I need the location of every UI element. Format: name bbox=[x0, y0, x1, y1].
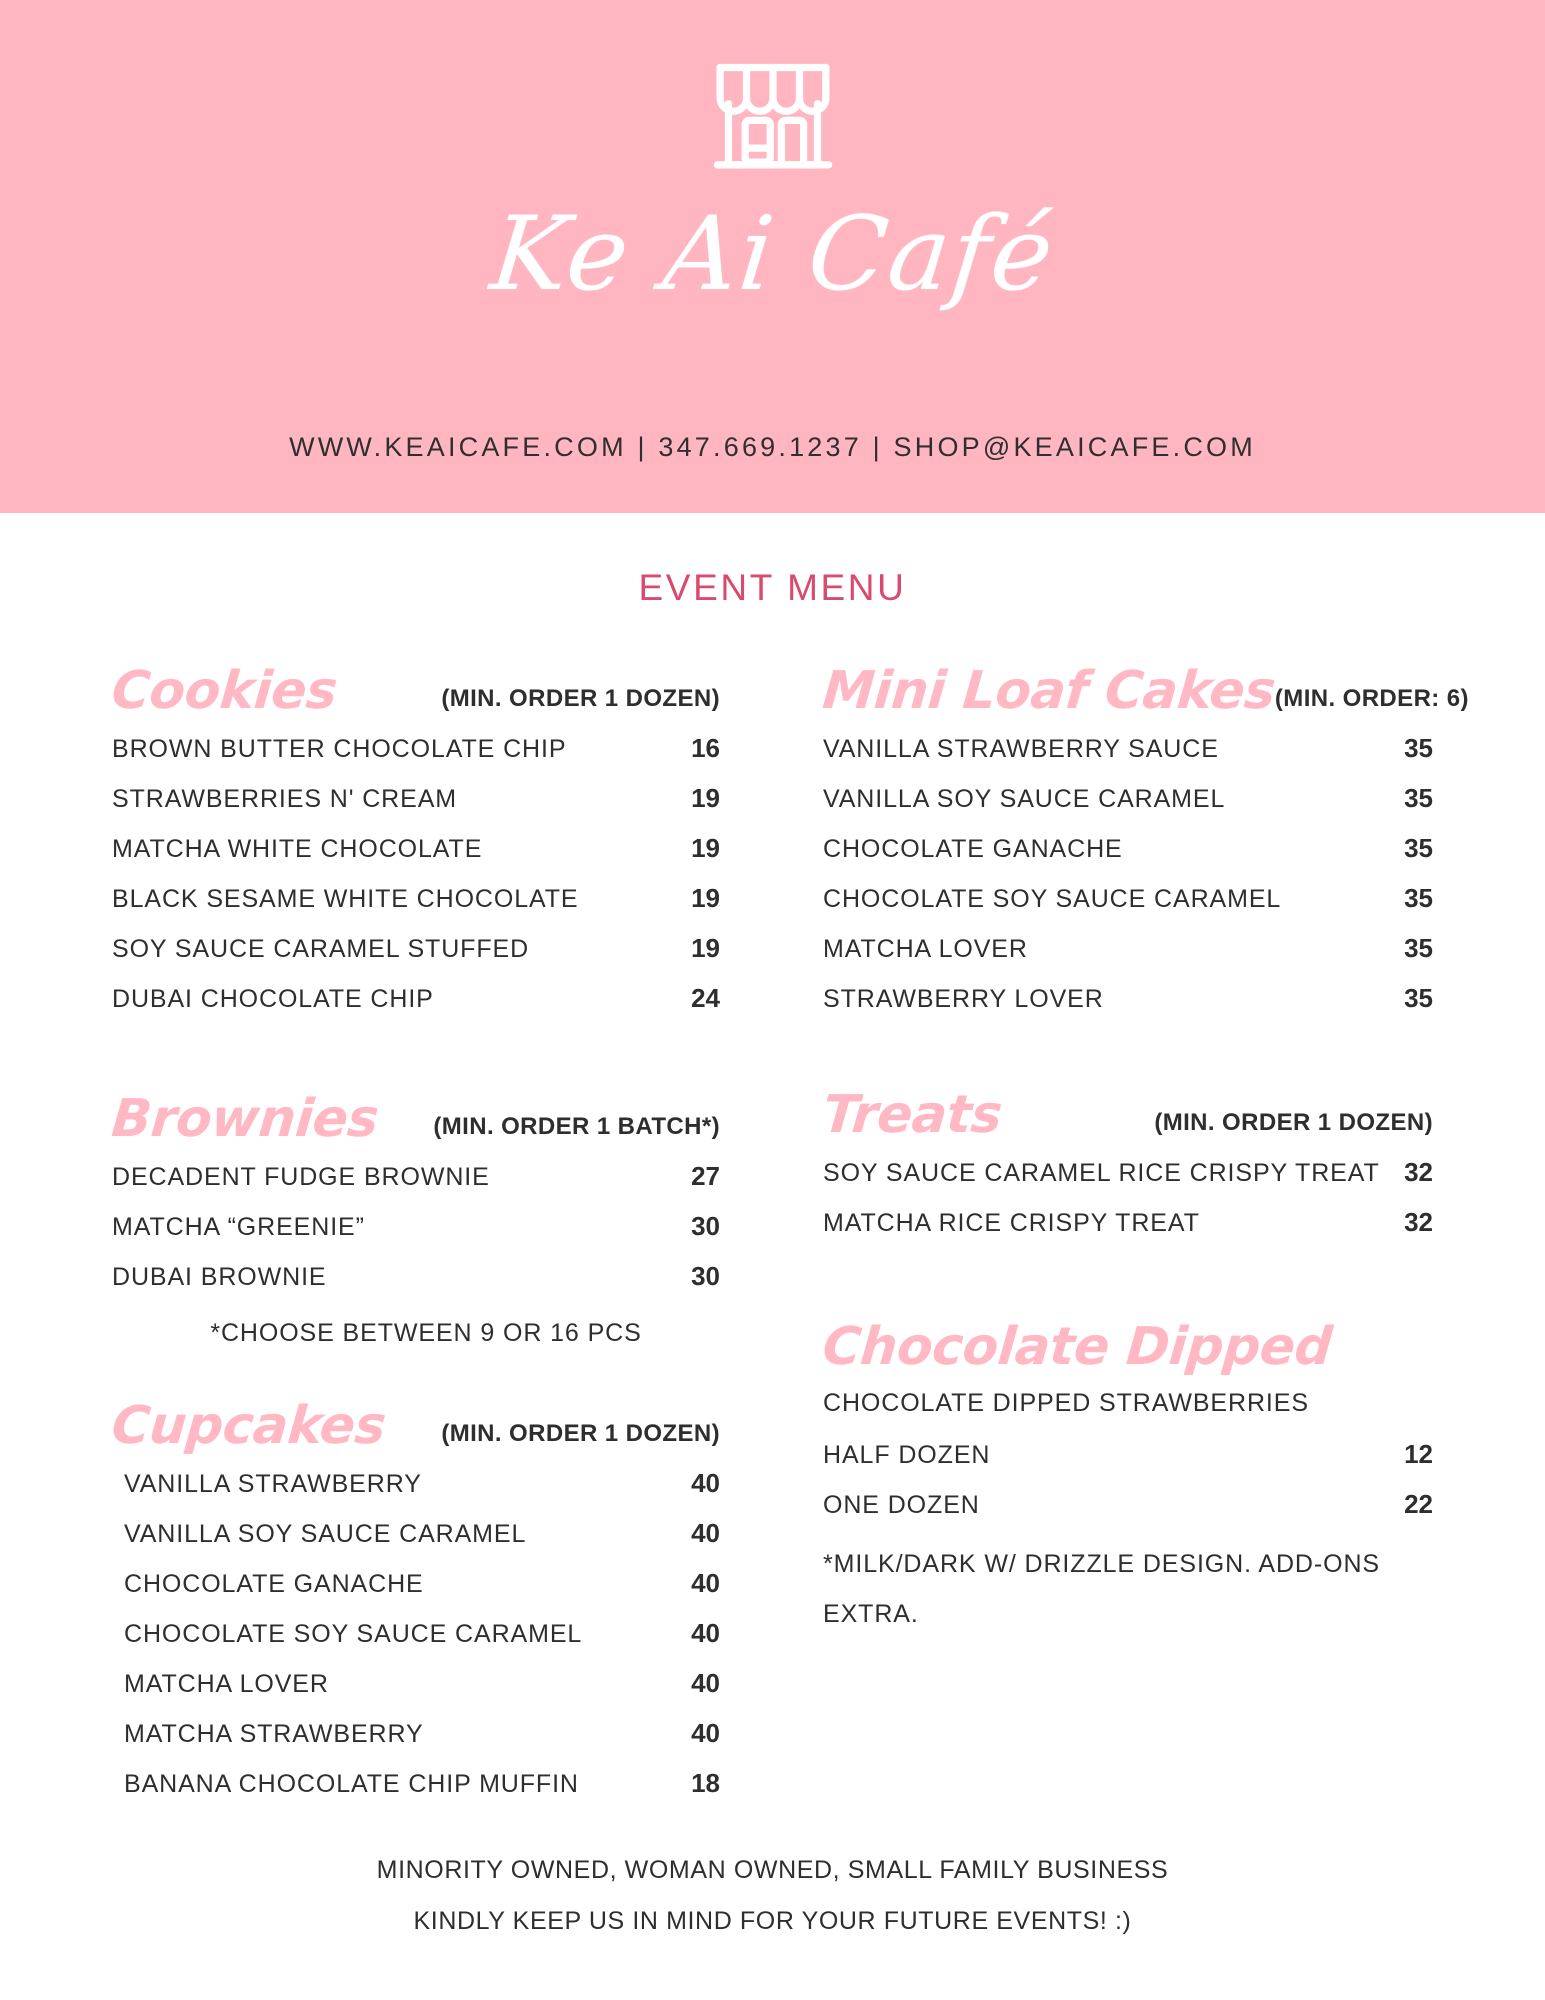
item-price: 35 bbox=[1404, 733, 1433, 763]
section-note-cookies: (MIN. ORDER 1 DOZEN) bbox=[441, 685, 720, 712]
item-name: MATCHA WHITE CHOCOLATE bbox=[112, 835, 483, 863]
item-price: 35 bbox=[1404, 983, 1433, 1013]
section-header bbox=[109, 655, 720, 721]
section-title-cupcakes: Cupcakes bbox=[109, 1396, 388, 1456]
item-name: VANILLA STRAWBERRY bbox=[124, 1470, 422, 1498]
item-list-brownies bbox=[112, 1161, 720, 1348]
menu-item bbox=[112, 1211, 720, 1261]
item-name: DUBAI CHOCOLATE CHIP bbox=[112, 985, 434, 1013]
menu-item bbox=[112, 883, 720, 933]
menu-item bbox=[112, 1668, 720, 1718]
menu-item bbox=[823, 1439, 1433, 1489]
item-name: VANILLA SOY SAUCE CARAMEL bbox=[124, 1520, 527, 1548]
menu-item bbox=[823, 783, 1433, 833]
contact-line: WWW.KEAICAFE.COM | 347.669.1237 | SHOP@KEAICAFE.COM bbox=[289, 432, 1256, 462]
item-name: CHOCOLATE GANACHE bbox=[823, 835, 1123, 863]
header-band bbox=[0, 0, 1545, 513]
page-title: EVENT MENU bbox=[638, 567, 907, 608]
item-list-cupcakes bbox=[112, 1468, 720, 1818]
menu-item bbox=[112, 1568, 720, 1618]
footer-line-2: KINDLY KEEP US IN MIND FOR YOUR FUTURE EVENTS! :) bbox=[413, 1907, 1132, 1935]
section-title-mini-loaf-cakes: Mini Loaf Cakes bbox=[820, 661, 1278, 721]
menu-item bbox=[112, 933, 720, 983]
item-price: 12 bbox=[1404, 1439, 1433, 1469]
item-name: CHOCOLATE SOY SAUCE CARAMEL bbox=[124, 1620, 583, 1648]
item-name: BANANA CHOCOLATE CHIP MUFFIN bbox=[124, 1770, 579, 1798]
item-name: BLACK SESAME WHITE CHOCOLATE bbox=[112, 885, 579, 913]
item-name: VANILLA STRAWBERRY SAUCE bbox=[823, 735, 1219, 763]
menu-item bbox=[112, 1468, 720, 1518]
menu-item bbox=[112, 1618, 720, 1668]
menu-item bbox=[823, 1489, 1433, 1539]
section-treats bbox=[820, 1079, 1433, 1257]
section-header bbox=[820, 1311, 1433, 1377]
menu-item bbox=[112, 1718, 720, 1768]
menu-column-right bbox=[720, 651, 1469, 1824]
item-price: 19 bbox=[691, 883, 720, 913]
item-price: 40 bbox=[691, 1668, 720, 1698]
menu-item bbox=[112, 783, 720, 833]
item-price: 40 bbox=[691, 1718, 720, 1748]
item-price: 19 bbox=[691, 783, 720, 813]
menu-item bbox=[823, 733, 1433, 783]
item-name: SOY SAUCE CARAMEL RICE CRISPY TREAT bbox=[823, 1159, 1380, 1187]
footer bbox=[0, 1856, 1545, 1958]
item-price: 24 bbox=[691, 983, 720, 1013]
item-price: 32 bbox=[1404, 1157, 1433, 1187]
menu-item bbox=[823, 983, 1433, 1033]
section-cupcakes bbox=[109, 1390, 720, 1818]
item-name: CHOCOLATE SOY SAUCE CARAMEL bbox=[823, 885, 1282, 913]
item-name: VANILLA SOY SAUCE CARAMEL bbox=[823, 785, 1226, 813]
item-price: 40 bbox=[691, 1568, 720, 1598]
item-list-chocolate-dipped bbox=[823, 1389, 1433, 1639]
menu-item bbox=[823, 883, 1433, 933]
item-list-treats bbox=[823, 1157, 1433, 1257]
menu-item bbox=[823, 1157, 1433, 1207]
menu-item bbox=[823, 833, 1433, 883]
chocolate-dipped-footnote: *MILK/DARK W/ DRIZZLE DESIGN. ADD-ONS EXTRA. bbox=[823, 1550, 1380, 1628]
item-name: BROWN BUTTER CHOCOLATE CHIP bbox=[112, 735, 567, 763]
section-note-treats: (MIN. ORDER 1 DOZEN) bbox=[1154, 1109, 1433, 1136]
section-title-cookies: Cookies bbox=[109, 661, 340, 721]
menu-item bbox=[112, 1161, 720, 1211]
menu-item bbox=[112, 833, 720, 883]
item-name: MATCHA LOVER bbox=[124, 1670, 329, 1698]
item-price: 22 bbox=[1404, 1489, 1433, 1519]
item-name: ONE DOZEN bbox=[823, 1491, 980, 1519]
menu-item bbox=[112, 1518, 720, 1568]
section-header bbox=[820, 1079, 1433, 1145]
section-note-brownies: (MIN. ORDER 1 BATCH*) bbox=[433, 1113, 720, 1140]
menu-item bbox=[823, 1207, 1433, 1257]
item-name: MATCHA RICE CRISPY TREAT bbox=[823, 1209, 1200, 1237]
item-price: 32 bbox=[1404, 1207, 1433, 1237]
item-name: STRAWBERRIES N' CREAM bbox=[112, 785, 457, 813]
item-price: 35 bbox=[1404, 933, 1433, 963]
menu-body bbox=[0, 651, 1545, 1824]
item-name: SOY SAUCE CARAMEL STUFFED bbox=[112, 935, 530, 963]
item-name: HALF DOZEN bbox=[823, 1441, 991, 1469]
section-header bbox=[109, 1083, 720, 1149]
item-price: 19 bbox=[691, 933, 720, 963]
section-header bbox=[109, 1390, 720, 1456]
item-name: DECADENT FUDGE BROWNIE bbox=[112, 1163, 490, 1191]
section-cookies bbox=[109, 655, 720, 1033]
item-price: 40 bbox=[691, 1468, 720, 1498]
chocolate-dipped-heading: CHOCOLATE DIPPED STRAWBERRIES bbox=[823, 1389, 1309, 1417]
item-price: 30 bbox=[691, 1261, 720, 1291]
brand-name: Ke Ai Café bbox=[485, 195, 1060, 314]
item-name: CHOCOLATE GANACHE bbox=[124, 1570, 424, 1598]
menu-column-left bbox=[109, 651, 720, 1824]
section-title-chocolate-dipped: Chocolate Dipped bbox=[820, 1317, 1335, 1377]
item-price: 40 bbox=[691, 1618, 720, 1648]
section-chocolate-dipped bbox=[820, 1311, 1433, 1639]
section-brownies bbox=[109, 1083, 720, 1348]
storefront-icon bbox=[703, 48, 843, 176]
item-price: 30 bbox=[691, 1211, 720, 1241]
item-name: MATCHA “GREENIE” bbox=[112, 1213, 365, 1241]
item-price: 16 bbox=[691, 733, 720, 763]
menu-item bbox=[112, 983, 720, 1033]
item-price: 35 bbox=[1404, 833, 1433, 863]
section-mini-loaf-cakes bbox=[820, 655, 1469, 1033]
menu-item bbox=[112, 1261, 720, 1311]
item-price: 40 bbox=[691, 1518, 720, 1548]
section-note-cupcakes: (MIN. ORDER 1 DOZEN) bbox=[441, 1420, 720, 1447]
item-name: MATCHA STRAWBERRY bbox=[124, 1720, 424, 1748]
item-name: MATCHA LOVER bbox=[823, 935, 1028, 963]
item-name: STRAWBERRY LOVER bbox=[823, 985, 1104, 1013]
item-price: 27 bbox=[691, 1161, 720, 1191]
item-price: 35 bbox=[1404, 883, 1433, 913]
item-price: 35 bbox=[1404, 783, 1433, 813]
brownies-footnote: *CHOOSE BETWEEN 9 OR 16 PCS bbox=[210, 1319, 642, 1347]
section-title-brownies: Brownies bbox=[109, 1089, 381, 1149]
footer-line-1: MINORITY OWNED, WOMAN OWNED, SMALL FAMILY BUSINESS bbox=[376, 1856, 1169, 1884]
section-note-mini-loaf-cakes: (MIN. ORDER: 6) bbox=[1274, 685, 1469, 712]
item-name: DUBAI BROWNIE bbox=[112, 1263, 327, 1291]
item-price: 18 bbox=[691, 1768, 720, 1798]
menu-item bbox=[112, 733, 720, 783]
section-title-treats: Treats bbox=[820, 1085, 1005, 1145]
menu-item bbox=[112, 1768, 720, 1818]
section-header bbox=[820, 655, 1469, 721]
item-price: 19 bbox=[691, 833, 720, 863]
item-list-cookies bbox=[112, 733, 720, 1033]
item-list-mini-loaf-cakes bbox=[823, 733, 1433, 1033]
menu-item bbox=[823, 933, 1433, 983]
